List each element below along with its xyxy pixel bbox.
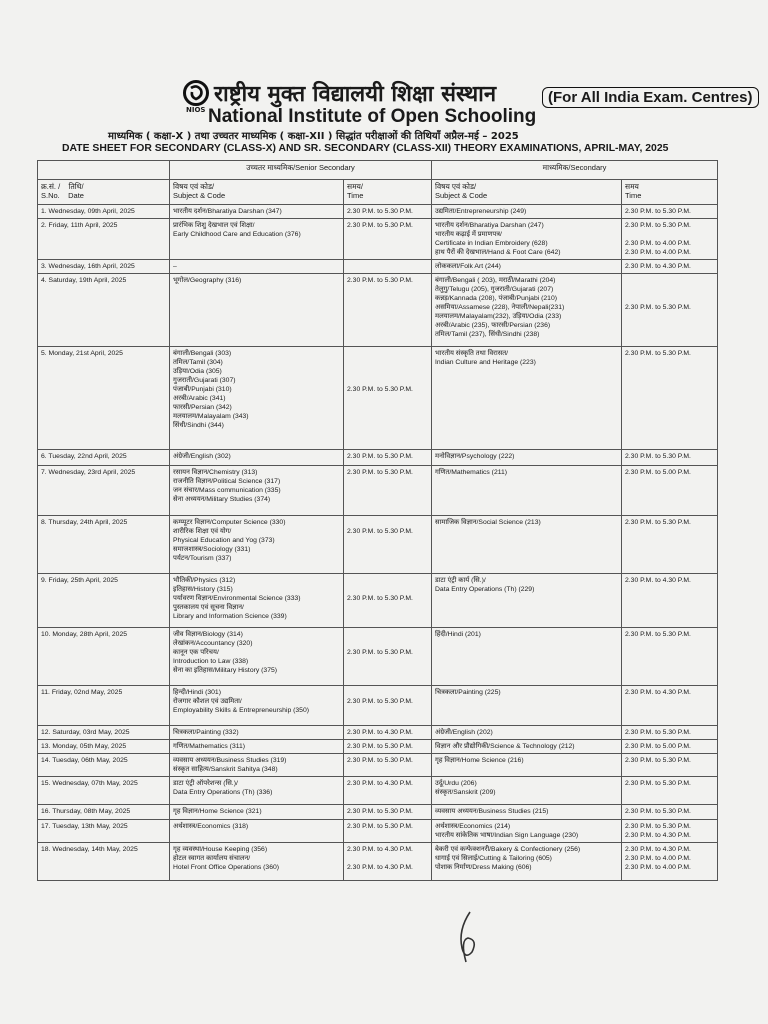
secondary-time: 2.30 P.M. to 5.30 P.M. 2.30 P.M. to 4.00 P.M. 2.30 P.M. to 4.00 P.M. — [622, 219, 718, 260]
secondary-time: 2.30 P.M. to 5.00 P.M. — [622, 740, 718, 754]
secondary-time: 2.30 P.M. to 5.30 P.M. — [622, 726, 718, 740]
subtitle-english: DATE SHEET FOR SECONDARY (CLASS-X) AND SR. SECONDARY (CLASS-XII) THEORY EXAMINATIONS, APRIL-MAY, 2025 — [62, 143, 669, 154]
senior-subject: रसायन विज्ञान/Chemistry (313) राजनीति विज्ञान/Political Science (317) जन संचार/Mass communication (335) सेना अध्ययन/Military Studies (374) — [170, 466, 344, 516]
secondary-time: 2.30 P.M. to 4.30 P.M. — [622, 574, 718, 628]
date-sheet-table — [37, 160, 718, 881]
senior-time: 2.30 P.M. to 5.30 P.M. — [344, 347, 432, 450]
senior-time: 2.30 P.M. to 5.30 P.M. — [344, 686, 432, 726]
secondary-subject: लोककला/Folk Art (244) — [432, 260, 622, 274]
exam-date: 7. Wednesday, 23rd April, 2025 — [38, 466, 170, 516]
senior-time: 2.30 P.M. to 5.30 P.M. — [344, 754, 432, 777]
secondary-time: 2.30 P.M. to 5.30 P.M. — [622, 450, 718, 466]
table-group-header — [38, 161, 718, 180]
senior-subject: चित्रकला/Painting (332) — [170, 726, 344, 740]
senior-subject: अर्थशास्त्र/Economics (318) — [170, 820, 344, 843]
secondary-subject: भारतीय दर्शन/Bharatiya Darshan (247) भारतीय कढ़ाई में प्रमाणपत्र/ Certificate in Indian Embroidery (628) हाथ पैरों की देखभाल/Hand & Foot Care (642) — [432, 219, 622, 260]
senior-subject: जीव विज्ञान/Biology (314) लेखांकन/Accountancy (320) कानून एक परिचय/ Introduction to Law (338) सेना का इतिहास/Military History (375) — [170, 628, 344, 686]
secondary-subject: मनोविज्ञान/Psychology (222) — [432, 450, 622, 466]
senior-subject: गणित/Mathematics (311) — [170, 740, 344, 754]
table-row — [38, 260, 718, 274]
exam-date: 2. Friday, 11th April, 2025 — [38, 219, 170, 260]
table-row — [38, 466, 718, 516]
secondary-subject: उर्दू/Urdu (206) संस्कृत/Sanskrit (209) — [432, 777, 622, 805]
senior-time: 2.30 P.M. to 5.30 P.M. — [344, 219, 432, 260]
senior-subject: – — [170, 260, 344, 274]
table-row — [38, 347, 718, 450]
table-row — [38, 820, 718, 843]
senior-time: 2.30 P.M. to 5.30 P.M. — [344, 740, 432, 754]
exam-date: 6. Tuesday, 22nd April, 2025 — [38, 450, 170, 466]
senior-time: 2.30 P.M. to 5.30 P.M. — [344, 574, 432, 628]
table-row — [38, 754, 718, 777]
secondary-time: 2.30 P.M. to 5.00 P.M. — [622, 466, 718, 516]
exam-date: 1. Wednesday, 09th April, 2025 — [38, 205, 170, 219]
secondary-subject: अर्थशास्त्र/Economics (214) भारतीय सांकेतिक भाषा/Indian Sign Language (230) — [432, 820, 622, 843]
exam-date: 13. Monday, 05th May, 2025 — [38, 740, 170, 754]
senior-subject: भौतिकी/Physics (312) इतिहास/History (315) पर्यावरण विज्ञान/Environmental Science (333) पुस्तकालय एवं सूचना विज्ञान/ Library and Information Science (339) — [170, 574, 344, 628]
signature-mark-icon — [448, 910, 488, 965]
exam-date: 9. Friday, 25th April, 2025 — [38, 574, 170, 628]
senior-time: 2.30 P.M. to 4.30 P.M. — [344, 726, 432, 740]
subtitle-hindi: माध्यमिक ( कक्षा-X ) तथा उच्चतर माध्यमिक ( कक्षा-XII ) सिद्धांत परीक्षाओं की तिथियाँ अप्रैल-मई – 2025 — [108, 131, 519, 142]
secondary-subject: उद्यमिता/Entrepreneurship (249) — [432, 205, 622, 219]
senior-subject: भारतीय दर्शन/Bharatiya Darshan (347) — [170, 205, 344, 219]
col-sno-date: क्र.सं. / तिथि/ S.No. Date — [38, 180, 170, 205]
table-column-header — [38, 180, 718, 205]
secondary-subject: व्यवसाय अध्ययन/Business Studies (215) — [432, 805, 622, 820]
senior-subject: बंगाली/Bengali (303) तमिल/Tamil (304) उड़िया/Odia (305) गुजराती/Gujarati (307) पंजाबी/Punjabi (310) अरबी/Arabic (341) फारसी/Persian (342) मलयालम/Malayalam (343) सिंधी/Sindhi (344) — [170, 347, 344, 450]
secondary-subject: हिंदी/Hindi (201) — [432, 628, 622, 686]
secondary-subject: विज्ञान और प्रौद्योगिकी/Science & Technology (212) — [432, 740, 622, 754]
senior-subject: गृह व्यवस्था/House Keeping (356) होटल स्वागत कार्यालय संचालन/ Hotel Front Office Operations (360) — [170, 843, 344, 881]
secondary-time: 2.30 P.M. to 5.30 P.M. — [622, 777, 718, 805]
exam-date: 3. Wednesday, 16th April, 2025 — [38, 260, 170, 274]
logo-text: NIOS — [186, 106, 206, 114]
senior-time: 2.30 P.M. to 5.30 P.M. — [344, 516, 432, 574]
secondary-subject: भारतीय संस्कृति तथा विरासत/ Indian Culture and Heritage (223) — [432, 347, 622, 450]
senior-secondary-header: उच्चतर माध्यमिक/Senior Secondary — [170, 161, 432, 180]
table-row — [38, 805, 718, 820]
col-time-senior: समय/ Time — [344, 180, 432, 205]
table-row — [38, 726, 718, 740]
secondary-subject: गृह विज्ञान/Home Science (216) — [432, 754, 622, 777]
senior-subject: व्यवसाय अध्ययन/Business Studies (319) संस्कृत साहित्य/Sanskrit Sahitya (348) — [170, 754, 344, 777]
institute-title-english: National Institute of Open Schooling — [208, 106, 537, 127]
senior-subject: हिन्दी/Hindi (301) रोजगार कौशल एवं उद्यमिता/ Employability Skills & Entrepreneurship (350) — [170, 686, 344, 726]
exam-date: 17. Tuesday, 13th May, 2025 — [38, 820, 170, 843]
senior-subject: गृह विज्ञान/Home Science (321) — [170, 805, 344, 820]
senior-subject: कम्प्यूटर विज्ञान/Computer Science (330) शारीरिक शिक्षा एवं योग/ Physical Education and Yog (373) समाजशास्त्र/Sociology (331) पर्यटन/Tourism (337) — [170, 516, 344, 574]
senior-subject: भूगोल/Geography (316) — [170, 274, 344, 347]
nios-logo-icon — [182, 80, 210, 106]
secondary-time: 2.30 P.M. to 5.30 P.M. — [622, 628, 718, 686]
senior-time: 2.30 P.M. to 4.30 P.M. 2.30 P.M. to 4.30 P.M. — [344, 843, 432, 881]
senior-time: 2.30 P.M. to 5.30 P.M. — [344, 628, 432, 686]
exam-date: 11. Friday, 02nd May, 2025 — [38, 686, 170, 726]
secondary-subject: चित्रकला/Painting (225) — [432, 686, 622, 726]
table-row — [38, 574, 718, 628]
exam-date: 14. Tuesday, 06th May, 2025 — [38, 754, 170, 777]
secondary-time: 2.30 P.M. to 5.30 P.M. — [622, 205, 718, 219]
senior-subject: अंग्रेजी/English (302) — [170, 450, 344, 466]
institute-title-hindi: राष्ट्रीय मुक्त विद्यालयी शिक्षा संस्थान — [214, 82, 497, 107]
senior-time — [344, 260, 432, 274]
senior-time: 2.30 P.M. to 5.30 P.M. — [344, 274, 432, 347]
senior-time: 2.30 P.M. to 5.30 P.M. — [344, 205, 432, 219]
exam-centres-badge: (For All India Exam. Centres) — [542, 87, 759, 108]
exam-date: 16. Thursday, 08th May, 2025 — [38, 805, 170, 820]
exam-date: 5. Monday, 21st April, 2025 — [38, 347, 170, 450]
secondary-time: 2.30 P.M. to 4.30 P.M. — [622, 260, 718, 274]
table-row — [38, 843, 718, 881]
senior-time: 2.30 P.M. to 5.30 P.M. — [344, 805, 432, 820]
exam-date: 8. Thursday, 24th April, 2025 — [38, 516, 170, 574]
secondary-time: 2.30 P.M. to 5.30 P.M. — [622, 754, 718, 777]
exam-date: 4. Saturday, 19th April, 2025 — [38, 274, 170, 347]
senior-time: 2.30 P.M. to 5.30 P.M. — [344, 820, 432, 843]
table-row — [38, 274, 718, 347]
secondary-subject: बंगाली/Bengali ( 203), मराठी/Marathi (204) तेलुगु/Telugu (205), गुजराती/Gujarati (207) कन्नड़/Kannada (208), पंजाबी/Punjabi (210) असमिया/Assamese (228), नेपाली/Nepali(231) मलयालम/Malayalam(232), उड़िया/Odia (233) अरबी/Arabic (235), फारसी/Persian (236) तमिल/Tamil (237), सिंधी/Sindhi (238) — [432, 274, 622, 347]
senior-subject: डाटा एंट्री ऑपरेशन्स (सि.)/ Data Entry Operations (Th) (336) — [170, 777, 344, 805]
secondary-time: 2.30 P.M. to 5.30 P.M. — [622, 516, 718, 574]
table-row — [38, 777, 718, 805]
secondary-time: 2.30 P.M. to 4.30 P.M. — [622, 686, 718, 726]
table-row — [38, 219, 718, 260]
col-subject-secondary: विषय एवं कोड/ Subject & Code — [432, 180, 622, 205]
table-row — [38, 450, 718, 466]
exam-date: 10. Monday, 28th April, 2025 — [38, 628, 170, 686]
secondary-subject: बेकरी एवं कन्फेक्शनरी/Bakery & Confectionery (256) धागाई एवं सिलाई/Cutting & Tailoring (605) पोशाक निर्माण/Dress Making (606) — [432, 843, 622, 881]
exam-date: 18. Wednesday, 14th May, 2025 — [38, 843, 170, 881]
senior-subject: प्रारंभिक शिशु देखभाल एवं शिक्षा/ Early Childhood Care and Education (376) — [170, 219, 344, 260]
secondary-time: 2.30 P.M. to 5.30 P.M. — [622, 805, 718, 820]
col-time-secondary: समय Time — [622, 180, 718, 205]
blank-header-cell — [38, 161, 170, 180]
secondary-time: 2.30 P.M. to 5.30 P.M. 2.30 P.M. to 4.30 P.M. — [622, 820, 718, 843]
table-row — [38, 205, 718, 219]
secondary-time: 2.30 P.M. to 5.30 P.M. — [622, 347, 718, 450]
table-row — [38, 516, 718, 574]
table-row — [38, 628, 718, 686]
table-row — [38, 740, 718, 754]
document-header — [0, 0, 768, 160]
secondary-subject: डाटा एंट्री कार्य (सि.)/ Data Entry Operations (Th) (229) — [432, 574, 622, 628]
secondary-subject: गणित/Mathematics (211) — [432, 466, 622, 516]
senior-time: 2.30 P.M. to 5.30 P.M. — [344, 450, 432, 466]
senior-time: 2.30 P.M. to 5.30 P.M. — [344, 466, 432, 516]
col-subject-senior: विषय एवं कोड/ Subject & Code — [170, 180, 344, 205]
secondary-time: 2.30 P.M. to 4.30 P.M. 2.30 P.M. to 4.00 P.M. 2.30 P.M. to 4.00 P.M. — [622, 843, 718, 881]
table-row — [38, 686, 718, 726]
secondary-subject: अंग्रेजी/English (202) — [432, 726, 622, 740]
secondary-subject: सामाजिक विज्ञान/Social Science (213) — [432, 516, 622, 574]
senior-time: 2.30 P.M. to 4.30 P.M. — [344, 777, 432, 805]
exam-date: 12. Saturday, 03rd May, 2025 — [38, 726, 170, 740]
secondary-header: माध्यमिक/Secondary — [432, 161, 718, 180]
secondary-time: 2.30 P.M. to 5.30 P.M. — [622, 274, 718, 347]
exam-date: 15. Wednesday, 07th May, 2025 — [38, 777, 170, 805]
